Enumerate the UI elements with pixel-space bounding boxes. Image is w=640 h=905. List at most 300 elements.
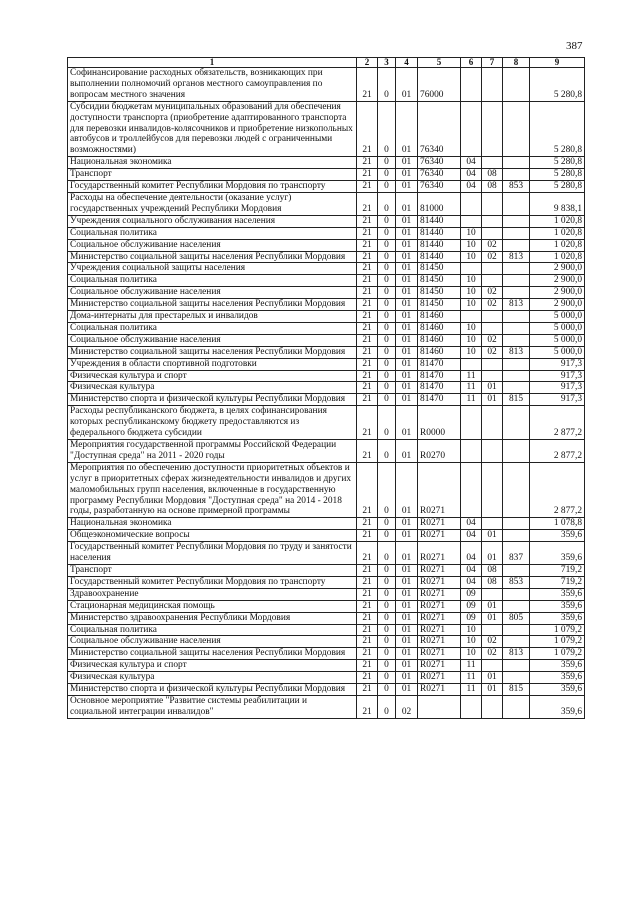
row-cell-4: 01 (396, 358, 418, 370)
row-cell-5: R0271 (418, 588, 461, 600)
row-cell-3: 0 (378, 68, 396, 102)
row-cell-3: 0 (378, 588, 396, 600)
row-cell-7: 01 (482, 612, 503, 624)
row-label: Министерство спорта и физической культуры Республики Мордовия (68, 394, 357, 406)
row-cell-8: 815 (503, 684, 530, 696)
row-cell-4: 01 (396, 660, 418, 672)
row-cell-3: 0 (378, 612, 396, 624)
row-cell-2: 21 (357, 299, 378, 311)
row-cell-8 (503, 518, 530, 530)
row-cell-8 (503, 239, 530, 251)
table-row (68, 101, 585, 157)
row-cell-2: 21 (357, 215, 378, 227)
row-cell-5: 81440 (418, 239, 461, 251)
row-cell-4: 01 (396, 334, 418, 346)
row-cell-9: 917,3 (530, 394, 585, 406)
row-label: Учреждения в области спортивной подготовки (68, 358, 357, 370)
row-cell-6 (461, 311, 482, 323)
table-row (68, 157, 585, 169)
table-row (68, 624, 585, 636)
row-cell-2: 21 (357, 624, 378, 636)
row-cell-9: 2 900,0 (530, 299, 585, 311)
row-cell-7: 01 (482, 382, 503, 394)
table-row (68, 358, 585, 370)
row-cell-6 (461, 462, 482, 518)
row-cell-6: 04 (461, 542, 482, 565)
row-cell-4: 01 (396, 440, 418, 463)
row-cell-4: 01 (396, 346, 418, 358)
row-cell-2: 21 (357, 576, 378, 588)
row-cell-5: R0270 (418, 440, 461, 463)
row-cell-7: 02 (482, 251, 503, 263)
table-row (68, 334, 585, 346)
row-cell-2: 21 (357, 287, 378, 299)
row-label: Социальная политика (68, 275, 357, 287)
table-row (68, 275, 585, 287)
row-label: Социальная политика (68, 624, 357, 636)
row-label: Государственный комитет Республики Мордовия по труду и занятости населения (68, 542, 357, 565)
table-row (68, 648, 585, 660)
row-cell-5: 81450 (418, 287, 461, 299)
row-cell-9: 5 000,0 (530, 334, 585, 346)
row-cell-2: 21 (357, 636, 378, 648)
row-cell-6: 11 (461, 672, 482, 684)
col-header: 8 (503, 58, 530, 68)
row-cell-3: 0 (378, 382, 396, 394)
row-cell-3: 0 (378, 157, 396, 169)
row-cell-9: 359,6 (530, 684, 585, 696)
row-cell-4: 01 (396, 192, 418, 215)
row-cell-7: 02 (482, 334, 503, 346)
row-cell-5: 76000 (418, 68, 461, 102)
row-cell-7: 01 (482, 684, 503, 696)
row-cell-7 (482, 440, 503, 463)
row-cell-6: 10 (461, 227, 482, 239)
col-header: 5 (418, 58, 461, 68)
row-cell-6 (461, 263, 482, 275)
row-cell-9: 719,2 (530, 576, 585, 588)
row-cell-3: 0 (378, 311, 396, 323)
row-cell-8 (503, 227, 530, 239)
row-cell-7 (482, 311, 503, 323)
table-row (68, 564, 585, 576)
row-cell-4: 01 (396, 576, 418, 588)
row-cell-2: 21 (357, 192, 378, 215)
row-cell-7 (482, 68, 503, 102)
row-cell-5: 81440 (418, 227, 461, 239)
row-cell-3: 0 (378, 334, 396, 346)
row-cell-5: R0271 (418, 612, 461, 624)
row-cell-8 (503, 462, 530, 518)
row-label: Государственный комитет Республики Мордовия по транспорту (68, 181, 357, 193)
row-cell-9: 1 020,8 (530, 239, 585, 251)
row-cell-2: 21 (357, 530, 378, 542)
row-cell-7: 02 (482, 636, 503, 648)
row-cell-7: 01 (482, 530, 503, 542)
row-cell-6: 04 (461, 530, 482, 542)
row-cell-3: 0 (378, 275, 396, 287)
row-cell-8: 813 (503, 346, 530, 358)
row-cell-7: 02 (482, 287, 503, 299)
row-label: Стационарная медицинская помощь (68, 600, 357, 612)
row-cell-7: 01 (482, 672, 503, 684)
row-cell-2: 21 (357, 660, 378, 672)
row-cell-7 (482, 358, 503, 370)
table-row (68, 346, 585, 358)
table-row (68, 695, 585, 718)
row-cell-9: 359,6 (530, 612, 585, 624)
page-number: 387 (566, 40, 583, 52)
table-row (68, 440, 585, 463)
row-cell-4: 01 (396, 370, 418, 382)
row-cell-5: 76340 (418, 169, 461, 181)
row-cell-7 (482, 462, 503, 518)
row-cell-5: R0271 (418, 660, 461, 672)
row-cell-3: 0 (378, 672, 396, 684)
row-cell-5 (418, 695, 461, 718)
row-cell-6: 10 (461, 275, 482, 287)
row-cell-5: 81470 (418, 394, 461, 406)
row-cell-5: R0271 (418, 648, 461, 660)
row-cell-8: 837 (503, 542, 530, 565)
row-cell-8: 813 (503, 299, 530, 311)
col-header: 3 (378, 58, 396, 68)
row-cell-4: 01 (396, 169, 418, 181)
table-row (68, 530, 585, 542)
row-cell-2: 21 (357, 462, 378, 518)
row-cell-2: 21 (357, 263, 378, 275)
row-cell-3: 0 (378, 101, 396, 157)
row-cell-4: 01 (396, 462, 418, 518)
row-cell-7 (482, 215, 503, 227)
row-cell-6: 10 (461, 624, 482, 636)
row-cell-5: R0271 (418, 624, 461, 636)
row-label: Расходы на обеспечение деятельности (оказание услуг) государственных учреждений Республики Мордовия (68, 192, 357, 215)
row-cell-3: 0 (378, 263, 396, 275)
row-cell-6: 10 (461, 322, 482, 334)
row-cell-2: 21 (357, 612, 378, 624)
row-cell-2: 21 (357, 334, 378, 346)
row-cell-7: 02 (482, 648, 503, 660)
row-cell-6: 04 (461, 169, 482, 181)
row-cell-4: 01 (396, 588, 418, 600)
row-cell-8: 813 (503, 648, 530, 660)
row-cell-2: 21 (357, 169, 378, 181)
row-cell-4: 01 (396, 215, 418, 227)
table-row (68, 370, 585, 382)
row-cell-6 (461, 68, 482, 102)
row-cell-9: 5 280,8 (530, 157, 585, 169)
row-cell-6: 11 (461, 394, 482, 406)
row-cell-4: 01 (396, 624, 418, 636)
row-cell-6: 04 (461, 181, 482, 193)
row-cell-5: 81440 (418, 251, 461, 263)
row-cell-3: 0 (378, 684, 396, 696)
row-cell-9: 5 280,8 (530, 101, 585, 157)
row-cell-8 (503, 440, 530, 463)
row-cell-3: 0 (378, 394, 396, 406)
row-cell-3: 0 (378, 624, 396, 636)
table-row (68, 227, 585, 239)
row-cell-9: 2 900,0 (530, 275, 585, 287)
row-label: Социальное обслуживание населения (68, 636, 357, 648)
row-label: Учреждения социальной защиты населения (68, 263, 357, 275)
row-cell-4: 01 (396, 406, 418, 440)
row-label: Министерство социальной защиты населения Республики Мордовия (68, 299, 357, 311)
row-label: Социальная политика (68, 322, 357, 334)
row-cell-4: 01 (396, 394, 418, 406)
table-row (68, 299, 585, 311)
row-label: Общеэкономические вопросы (68, 530, 357, 542)
row-cell-5: 81470 (418, 370, 461, 382)
row-cell-7: 01 (482, 394, 503, 406)
table-row (68, 68, 585, 102)
row-cell-8: 853 (503, 576, 530, 588)
row-cell-8: 853 (503, 181, 530, 193)
row-cell-2: 21 (357, 346, 378, 358)
row-cell-3: 0 (378, 600, 396, 612)
row-cell-5: 81470 (418, 358, 461, 370)
row-label: Транспорт (68, 169, 357, 181)
row-cell-8 (503, 311, 530, 323)
table-row (68, 588, 585, 600)
row-cell-3: 0 (378, 181, 396, 193)
row-cell-9: 2 877,2 (530, 406, 585, 440)
row-cell-7: 01 (482, 542, 503, 565)
row-label: Государственный комитет Республики Мордовия по транспорту (68, 576, 357, 588)
row-cell-3: 0 (378, 370, 396, 382)
row-cell-7 (482, 275, 503, 287)
row-cell-6: 09 (461, 612, 482, 624)
row-cell-4: 01 (396, 239, 418, 251)
row-cell-4: 01 (396, 263, 418, 275)
table-row (68, 660, 585, 672)
row-cell-4: 01 (396, 684, 418, 696)
table-row (68, 542, 585, 565)
table-row (68, 518, 585, 530)
row-cell-2: 21 (357, 239, 378, 251)
row-cell-7 (482, 695, 503, 718)
row-cell-8 (503, 588, 530, 600)
col-header: 1 (68, 58, 357, 68)
row-cell-9: 2 900,0 (530, 287, 585, 299)
row-cell-2: 21 (357, 394, 378, 406)
row-cell-8 (503, 600, 530, 612)
row-cell-7 (482, 101, 503, 157)
row-label: Физическая культура и спорт (68, 370, 357, 382)
table-row (68, 672, 585, 684)
table-row (68, 612, 585, 624)
row-cell-7 (482, 588, 503, 600)
row-cell-8: 815 (503, 394, 530, 406)
row-cell-5: R0271 (418, 564, 461, 576)
row-label: Дома-интернаты для престарелых и инвалидов (68, 311, 357, 323)
row-cell-9: 359,6 (530, 672, 585, 684)
table-row (68, 169, 585, 181)
row-label: Расходы республиканского бюджета, в целях софинансирования которых республиканскому бюджету предоставляются из федерального бюджета субсидии (68, 406, 357, 440)
row-cell-2: 21 (357, 600, 378, 612)
row-cell-8 (503, 322, 530, 334)
table-row (68, 576, 585, 588)
row-cell-4: 01 (396, 275, 418, 287)
row-cell-6 (461, 695, 482, 718)
row-cell-9: 1 020,8 (530, 215, 585, 227)
row-cell-6 (461, 358, 482, 370)
row-cell-9: 1 079,2 (530, 648, 585, 660)
row-cell-5: 81440 (418, 215, 461, 227)
row-cell-3: 0 (378, 576, 396, 588)
row-cell-7 (482, 624, 503, 636)
row-label: Основное мероприятие "Развитие системы реабилитации и социальной интеграции инвалидов" (68, 695, 357, 718)
row-cell-8 (503, 406, 530, 440)
row-cell-6: 11 (461, 382, 482, 394)
row-cell-8 (503, 275, 530, 287)
col-header: 7 (482, 58, 503, 68)
row-cell-9: 1 020,8 (530, 251, 585, 263)
row-cell-5: R0271 (418, 684, 461, 696)
row-cell-9: 5 000,0 (530, 346, 585, 358)
row-cell-7: 08 (482, 576, 503, 588)
row-cell-2: 21 (357, 181, 378, 193)
row-cell-6: 10 (461, 251, 482, 263)
row-cell-7 (482, 227, 503, 239)
row-cell-5: 76340 (418, 101, 461, 157)
row-cell-5: R0000 (418, 406, 461, 440)
row-cell-2: 21 (357, 157, 378, 169)
row-cell-6: 04 (461, 564, 482, 576)
row-cell-2: 21 (357, 672, 378, 684)
row-label: Министерство социальной защиты населения Республики Мордовия (68, 346, 357, 358)
row-cell-4: 01 (396, 101, 418, 157)
row-cell-8 (503, 334, 530, 346)
row-cell-3: 0 (378, 169, 396, 181)
row-label: Министерство социальной защиты населения Республики Мордовия (68, 251, 357, 263)
table-row (68, 263, 585, 275)
row-cell-2: 21 (357, 518, 378, 530)
row-cell-4: 01 (396, 600, 418, 612)
row-cell-9: 1 078,8 (530, 518, 585, 530)
row-cell-2: 21 (357, 588, 378, 600)
row-cell-8: 805 (503, 612, 530, 624)
row-cell-2: 21 (357, 406, 378, 440)
row-cell-8 (503, 530, 530, 542)
row-cell-2: 21 (357, 275, 378, 287)
row-cell-9: 917,3 (530, 382, 585, 394)
table-row (68, 382, 585, 394)
row-cell-4: 01 (396, 672, 418, 684)
row-cell-5: 81450 (418, 299, 461, 311)
col-header: 2 (357, 58, 378, 68)
row-cell-9: 5 280,8 (530, 181, 585, 193)
row-label: Министерство здравоохранения Республики Мордовия (68, 612, 357, 624)
row-cell-4: 01 (396, 648, 418, 660)
row-cell-5: 81460 (418, 311, 461, 323)
row-label: Социальное обслуживание населения (68, 334, 357, 346)
row-cell-9: 5 000,0 (530, 311, 585, 323)
row-cell-4: 01 (396, 612, 418, 624)
row-cell-7 (482, 660, 503, 672)
row-cell-6: 04 (461, 576, 482, 588)
row-cell-7: 02 (482, 346, 503, 358)
row-cell-9: 1 020,8 (530, 227, 585, 239)
row-cell-3: 0 (378, 287, 396, 299)
row-cell-9: 359,6 (530, 530, 585, 542)
row-cell-6: 04 (461, 518, 482, 530)
table-row (68, 239, 585, 251)
row-cell-8 (503, 382, 530, 394)
row-cell-3: 0 (378, 215, 396, 227)
row-cell-4: 02 (396, 695, 418, 718)
row-cell-8 (503, 215, 530, 227)
row-cell-9: 5 000,0 (530, 322, 585, 334)
row-cell-5: 81460 (418, 346, 461, 358)
row-cell-2: 21 (357, 648, 378, 660)
table-row (68, 322, 585, 334)
row-cell-4: 01 (396, 530, 418, 542)
row-cell-8 (503, 624, 530, 636)
row-cell-4: 01 (396, 287, 418, 299)
row-cell-2: 21 (357, 311, 378, 323)
row-cell-5: R0271 (418, 600, 461, 612)
row-cell-3: 0 (378, 239, 396, 251)
row-cell-7 (482, 406, 503, 440)
row-cell-8 (503, 192, 530, 215)
row-cell-4: 01 (396, 322, 418, 334)
row-cell-3: 0 (378, 660, 396, 672)
row-cell-2: 21 (357, 370, 378, 382)
col-header: 9 (530, 58, 585, 68)
header-row (68, 58, 585, 68)
table-row (68, 394, 585, 406)
row-cell-5: 81450 (418, 275, 461, 287)
row-cell-9: 5 280,8 (530, 68, 585, 102)
row-cell-8 (503, 169, 530, 181)
row-cell-2: 21 (357, 440, 378, 463)
row-cell-7 (482, 157, 503, 169)
row-cell-2: 21 (357, 684, 378, 696)
row-cell-9: 719,2 (530, 564, 585, 576)
row-cell-6: 09 (461, 600, 482, 612)
row-cell-7: 08 (482, 564, 503, 576)
row-cell-8 (503, 101, 530, 157)
row-cell-8 (503, 157, 530, 169)
row-cell-9: 359,6 (530, 660, 585, 672)
row-cell-8: 813 (503, 251, 530, 263)
row-cell-3: 0 (378, 251, 396, 263)
row-cell-5: R0271 (418, 636, 461, 648)
row-cell-7 (482, 322, 503, 334)
row-label: Софинансирование расходных обязательств, возникающих при выполнении полномочий органов местного самоуправления по вопросам местного значения (68, 68, 357, 102)
row-cell-3: 0 (378, 346, 396, 358)
row-cell-7 (482, 370, 503, 382)
row-cell-2: 21 (357, 101, 378, 157)
col-header: 6 (461, 58, 482, 68)
row-cell-3: 0 (378, 564, 396, 576)
row-cell-9: 2 900,0 (530, 263, 585, 275)
row-cell-2: 21 (357, 382, 378, 394)
row-cell-9: 359,6 (530, 600, 585, 612)
row-cell-4: 01 (396, 564, 418, 576)
row-cell-3: 0 (378, 322, 396, 334)
table-row (68, 215, 585, 227)
row-cell-5: 76340 (418, 181, 461, 193)
row-cell-6: 10 (461, 648, 482, 660)
row-cell-3: 0 (378, 192, 396, 215)
row-label: Мероприятия по обеспечению доступности приоритетных объектов и услуг в приоритетных сферах жизнедеятельности инвалидов и других маломобильных групп населения, включенные в государственную программу Республики Мордовия "Доступная среда" на 2014 - 2018 годы, разработанную на основе примерной программы (68, 462, 357, 518)
row-cell-9: 1 079,2 (530, 624, 585, 636)
row-cell-5: 81460 (418, 334, 461, 346)
table-row (68, 181, 585, 193)
